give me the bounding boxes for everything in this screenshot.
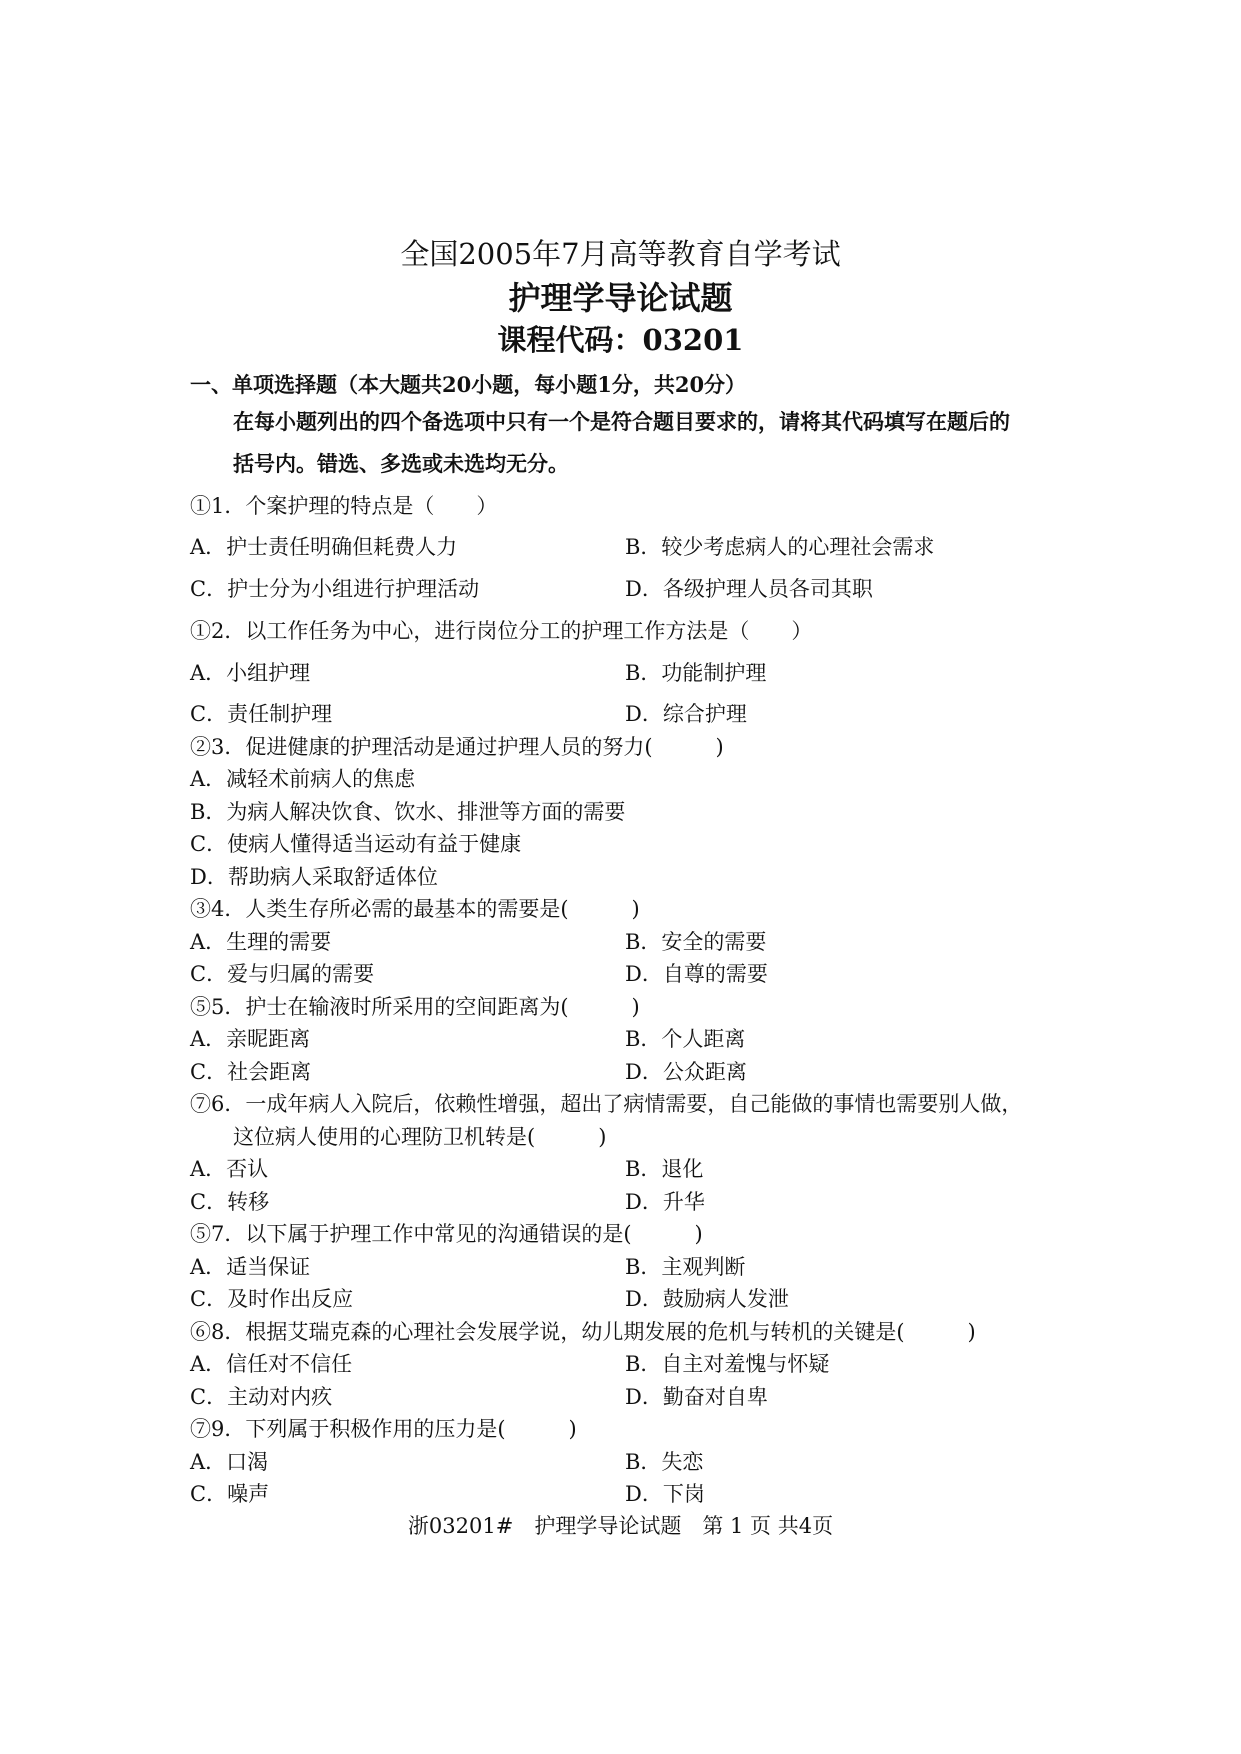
option-b: B．功能制护理 [625,661,767,685]
question-stem: ③4．人类生存所必需的最基本的需要是( ) [190,897,640,921]
question-stem: ①1．个案护理的特点是（ ） [190,494,498,518]
option-c: C．护士分为小组进行护理活动 [190,577,480,601]
option-d: D．升华 [625,1190,705,1214]
option-c: C．主动对内疚 [190,1385,333,1409]
option-d: D．自尊的需要 [625,962,768,986]
option-d: D．综合护理 [625,702,747,726]
option-c: C．转移 [190,1190,270,1214]
option-b: B．安全的需要 [625,930,767,954]
course-code: 课程代码：03201 [497,323,744,357]
section-instruction-1: 在每小题列出的四个备选项中只有一个是符合题目要求的，请将其代码填写在题后的 [233,409,1010,434]
question-stem: ①2．以工作任务为中心，进行岗位分工的护理工作方法是（ ） [190,619,813,643]
option-d: D．鼓励病人发泄 [625,1287,789,1311]
question-stem: ⑤5．护士在输液时所采用的空间距离为( ) [190,995,640,1019]
option-a: A．否认 [190,1157,269,1181]
option-d: D．各级护理人员各司其职 [625,577,873,601]
option-d: D．帮助病人采取舒适体位 [190,865,438,889]
option-d: D．下岗 [625,1482,705,1506]
option-a: A．护士责任明确但耗费人力 [190,535,458,559]
question-stem: ⑤7．以下属于护理工作中常见的沟通错误的是( ) [190,1222,703,1246]
option-b: B．较少考虑病人的心理社会需求 [625,535,935,559]
option-b: B．为病人解决饮食、饮水、排泄等方面的需要 [190,800,626,824]
option-a: A．适当保证 [190,1255,311,1279]
option-c: C．爱与归属的需要 [190,962,375,986]
option-c: C．责任制护理 [190,702,333,726]
option-a: A．生理的需要 [190,930,332,954]
option-c: C．及时作出反应 [190,1287,354,1311]
question-stem: ⑥8．根据艾瑞克森的心理社会发展学说，幼儿期发展的危机与转机的关键是( ) [190,1320,976,1344]
question-stem: ⑦6．一成年病人入院后，依赖性增强，超出了病情需要，自己能做的事情也需要别人做， [190,1092,1023,1116]
option-a: A．信任对不信任 [190,1352,353,1376]
option-a: A．小组护理 [190,661,311,685]
option-d: D．公众距离 [625,1060,747,1084]
question-stem: ⑦9．下列属于积极作用的压力是( ) [190,1417,577,1441]
option-b: B．自主对羞愧与怀疑 [625,1352,830,1376]
option-a: A．减轻术前病人的焦虑 [190,767,416,791]
option-c: C．使病人懂得适当运动有益于健康 [190,832,522,856]
option-b: B．主观判断 [625,1255,746,1279]
section-heading: 一、单项选择题（本大题共20小题，每小题1分，共20分） [190,372,747,397]
option-b: B．失恋 [625,1450,704,1474]
section-instruction-2: 括号内。错选、多选或未选均无分。 [233,451,569,476]
option-b: B．个人距离 [625,1027,746,1051]
question-stem: ②3．促进健康的护理活动是通过护理人员的努力( ) [190,735,724,759]
option-b: B．退化 [625,1157,704,1181]
exam-subject-title: 护理学导论试题 [508,279,733,317]
option-d: D．勤奋对自卑 [625,1385,768,1409]
option-c: C．噪声 [190,1482,270,1506]
option-a: A．亲昵距离 [190,1027,311,1051]
option-c: C．社会距离 [190,1060,312,1084]
question-stem-continued: 这位病人使用的心理防卫机转是( ) [233,1125,607,1149]
page-footer: 浙03201# 护理学导论试题 第 1 页 共4页 [407,1514,834,1538]
option-a: A．口渴 [190,1450,269,1474]
exam-header: 全国2005年7月高等教育自学考试 [400,237,841,271]
